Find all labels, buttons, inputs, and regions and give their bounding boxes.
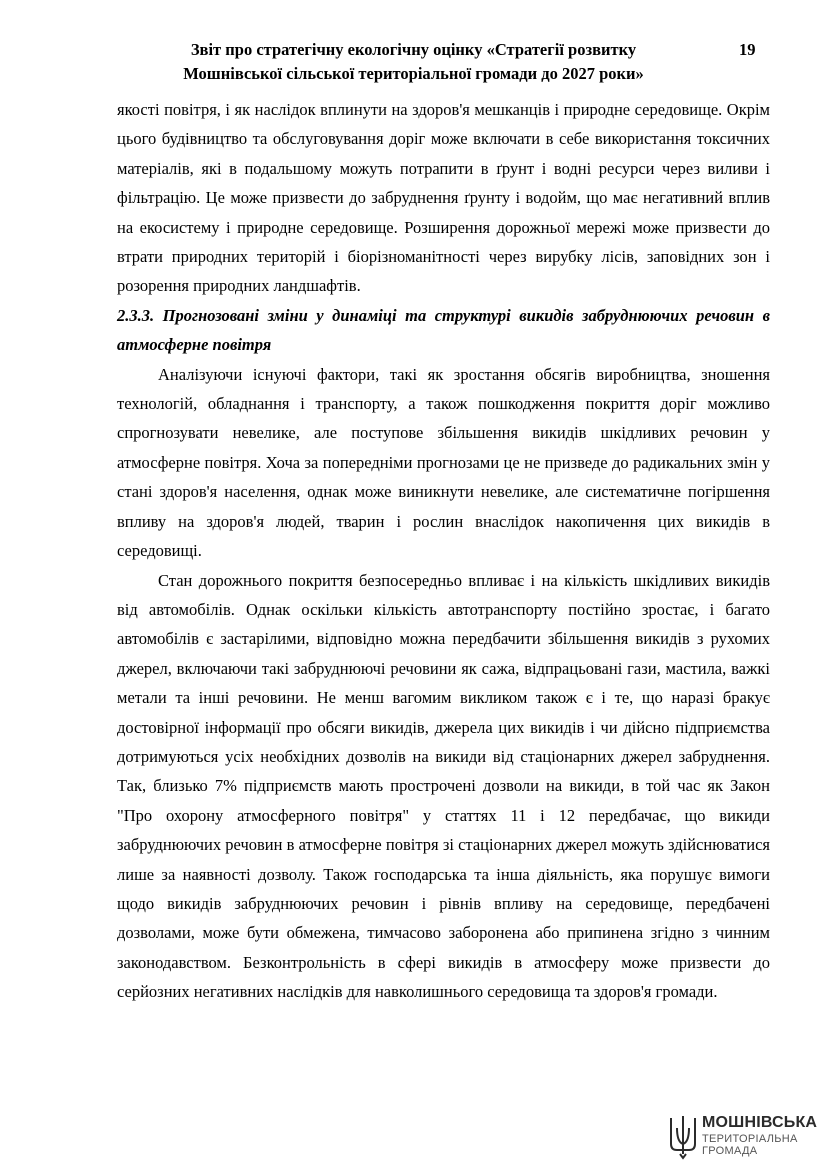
paragraph-1: Аналізуючи існуючі фактори, такі як зростання обсягів виробництва, зношення технологій, обладнання і транспорту, а також пошкодження покриття доріг можливо спрогнозувати невелике, але поступове збільшення викидів шкідливих речовин у атмосферне повітря. Хоча за попередніми прогнозами це не призведе до радикальних змін у стані здоров'я населення, однак може виникнути невелике, але систематичне погіршення впливу на здоров'я людей, тварин і рослин внаслідок накопичення цих викидів в середовищі. — [117, 364, 770, 561]
paragraph-2: Стан дорожнього покриття безпосередньо впливає і на кількість шкідливих викидів від автомобілів. Однак оскільки кількість автотранспорту постійно зростає, і багато автомобілів є застарілими, відповідно можна передбачити збільшення викидів з рухомих джерел, включаючи такі забруднюючі речовини як сажа, відпрацьовані гази, мастила, важкі метали та інші речовини. Не менш вагомим викликом також є і те, що наразі бракує достовірної інформації про обсяги викидів, джерела цих викидів і чи дійсно підприємства дотримуються усіх необхідних дозволів на викиди від стаціонарних джерел забруднення. Так, близько 7% підприємств мають прострочені дозволи на викиди, в той час як Закон "Про охорону атмосферного повітря" у статтях 11 і 12 передбачає, що викиди забруднюючих речовин в атмосферне повітря зі стаціонарних джерел можуть здійснюватися лише за наявності дозволу. Також господарська та інша діяльність, яка порушує вимоги щодо викидів забруднюючих речовин і рівнів впливу на середовище, передбачені дозволами, може бути обмежена, тимчасово заборонена або припинена згідно з чинним законодавством. Безконтрольність в сфері викидів в атмосферу може призвести до серйозних негативних наслідків для навколишнього середовища та здоров'я громади. — [117, 570, 770, 1002]
trident-icon — [668, 1114, 698, 1160]
logo-subtitle-2: ГРОМАДА — [702, 1145, 758, 1157]
paragraph-continued: якості повітря, і як наслідок вплинути на здоров'я мешканців і природне середовище. Окрім цього будівництво та обслуговування доріг може включати в себе використання токсичних матеріалів, які в подальшому можуть потрапити в ґрунт і водні ресурси через виливи і фільтрацію. Це може призвести до забруднення ґрунту і водойм, що має негативний вплив на екосистему і природне середовище. Розширення дорожньої мережі може призвести до втрати природних територій і біорізноманітності через вирубку лісів, заповідних зон і розорення природних ландшафтів. — [117, 100, 770, 296]
header-title-line-1: Звіт про стратегічну екологічну оцінку «Стратегії розвитку — [190, 40, 637, 59]
document-body — [117, 95, 770, 1007]
section-heading: 2.3.3. Прогнозовані зміни у динаміці та структурі викидів забруднюючих речовин в атмосферне повітря — [117, 305, 770, 355]
page-number: 19 — [739, 40, 756, 59]
header-title-line-2: Мошнівської сільської територіальної громади до 2027 роки» — [183, 64, 644, 83]
logo-title: МОШНІВСЬКА — [702, 1114, 818, 1131]
page-header — [0, 38, 827, 86]
logo-subtitle-1: ТЕРИТОРІАЛЬНА — [702, 1133, 798, 1145]
community-logo — [668, 1114, 818, 1160]
